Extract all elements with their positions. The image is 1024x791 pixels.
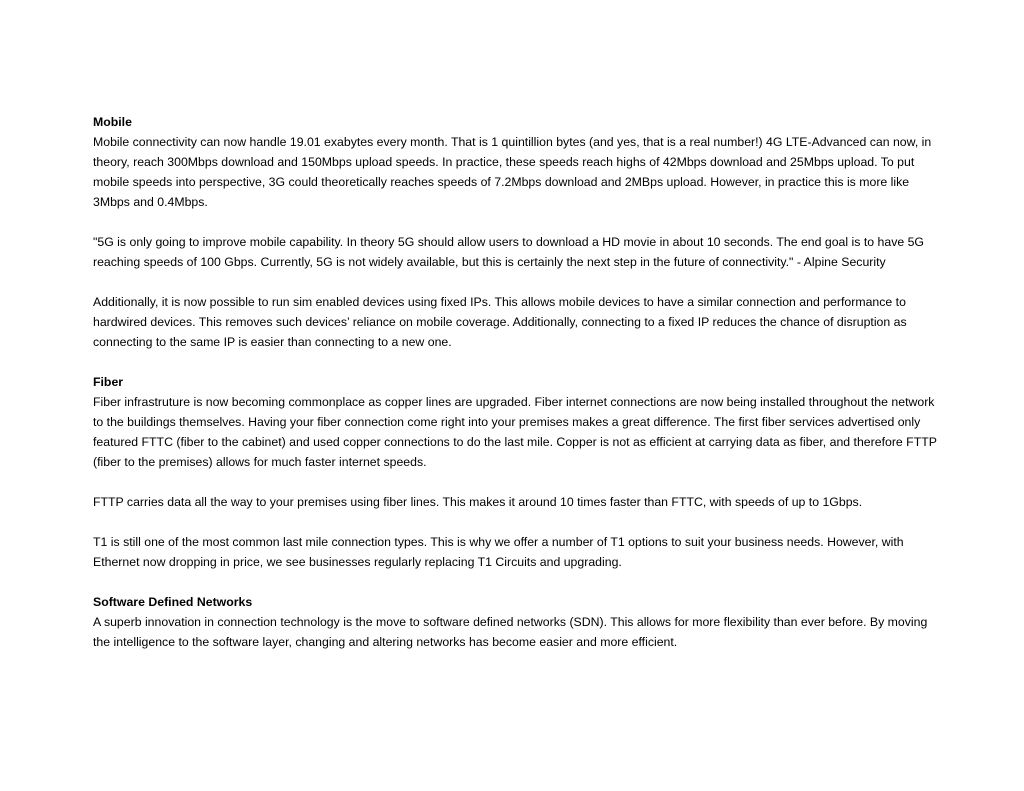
- paragraph: Mobile connectivity can now handle 19.01 exabytes every month. That is 1 quintillion bytes (and yes, that is a real number!) 4G LTE-Advanced can now, in theory, reach 300Mbps download and 150Mbps upload speeds. In practice, these speeds reach highs of 42Mbps download and 25Mbps upload. To put mobile speeds into perspective, 3G could theoretically reaches speeds of 7.2Mbps download and 2MBps upload. However, in practice this is more like 3Mbps and 0.4Mbps.: [93, 135, 932, 209]
- paragraph-spacer: [93, 512, 941, 532]
- section-mobile: [93, 112, 941, 352]
- section-heading: Software Defined Networks: [93, 595, 253, 609]
- section-spacer: [93, 572, 941, 592]
- section-heading: Fiber: [93, 375, 124, 389]
- paragraph: T1 is still one of the most common last mile connection types. This is why we offer a number of T1 options to suit your business needs. However, with Ethernet now dropping in price, we see businesses regularly replacing T1 Circuits and upgrading.: [93, 535, 904, 569]
- section-heading: Mobile: [93, 115, 132, 129]
- section-software-defined-networks: [93, 592, 941, 652]
- paragraph: FTTP carries data all the way to your premises using fiber lines. This makes it around 10 times faster than FTTC, with speeds of up to 1Gbps.: [93, 495, 863, 509]
- section-spacer: [93, 352, 941, 372]
- paragraph: Fiber infrastruture is now becoming commonplace as copper lines are upgraded. Fiber internet connections are now being installed throughout the network to the buildings themselves. Having your fiber connection come right into your premises makes a great difference. The first fiber services advertised only featured FTTC (fiber to the cabinet) and used copper connections to do the last mile. Copper is not as efficient at carrying data as fiber, and therefore FTTP (fiber to the premises) allows for much faster internet speeds.: [93, 395, 937, 469]
- quote-paragraph: "5G is only going to improve mobile capability. In theory 5G should allow users to download a HD movie in about 10 seconds. The end goal is to have 5G reaching speeds of 100 Gbps. Currently, 5G is not widely available, but this is certainly the next step in the future of connectivity." - Alpine Security: [93, 235, 925, 269]
- paragraph: Additionally, it is now possible to run sim enabled devices using fixed IPs. This allows mobile devices to have a similar connection and performance to hardwired devices. This removes such devices’ reliance on mobile coverage. Additionally, connecting to a fixed IP reduces the chance of disruption as connecting to the same IP is easier than connecting to a new one.: [93, 295, 907, 349]
- paragraph: A superb innovation in connection technology is the move to software defined networks (SDN). This allows for more flexibility than ever before. By moving the intelligence to the software layer, changing and altering networks has become easier and more efficient.: [93, 615, 928, 649]
- section-fiber: [93, 372, 941, 572]
- paragraph-spacer: [93, 472, 941, 492]
- paragraph-spacer: [93, 272, 941, 292]
- paragraph-spacer: [93, 212, 941, 232]
- document-page: [93, 112, 941, 652]
